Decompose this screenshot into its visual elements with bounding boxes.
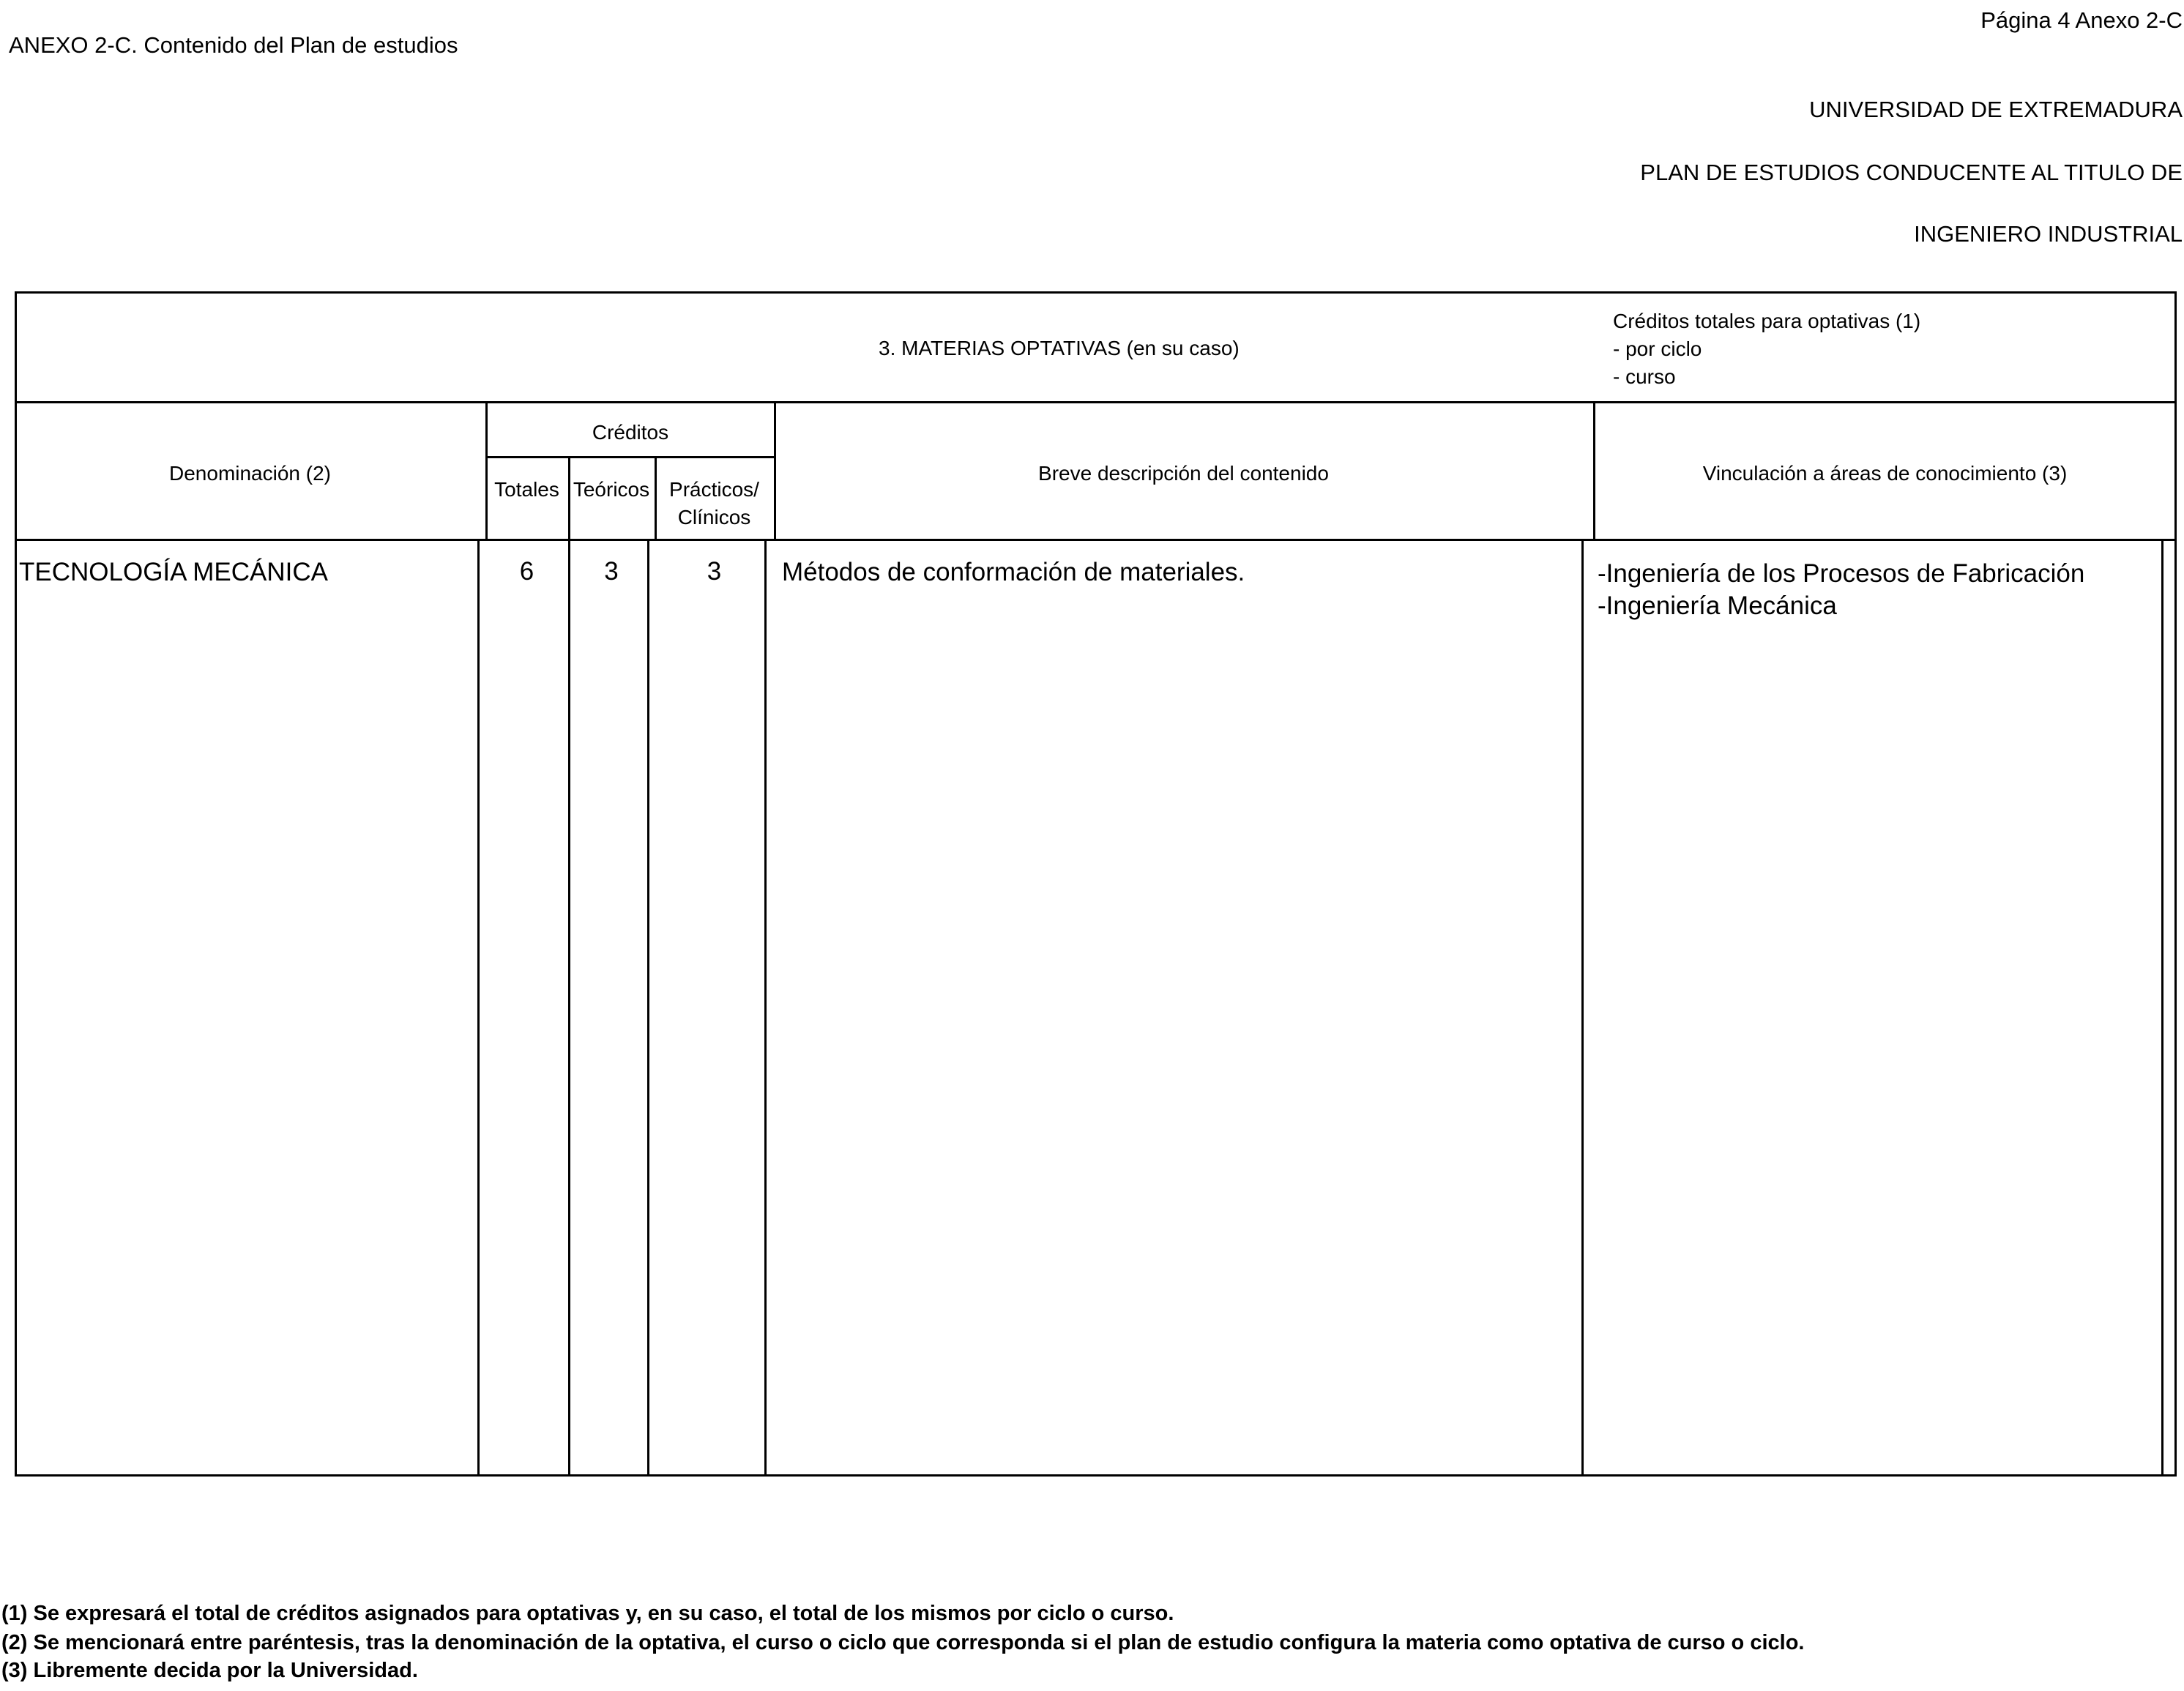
column-divider xyxy=(764,539,767,1477)
column-divider xyxy=(1581,539,1584,1477)
table-divider xyxy=(15,539,2177,541)
university-name: UNIVERSIDAD DE EXTREMADURA xyxy=(1809,97,2183,122)
footnote-3: (3) Libremente decida por la Universidad. xyxy=(1,1659,418,1682)
section-title: 3. MATERIAS OPTATIVAS (en su caso) xyxy=(879,337,1240,359)
table-divider xyxy=(15,401,2177,403)
credits-note-line: - por ciclo xyxy=(1613,337,1702,360)
header-descripcion: Breve descripción del contenido xyxy=(1038,462,1329,485)
column-divider xyxy=(2161,539,2163,1477)
column-divider xyxy=(568,539,570,1477)
row-denominacion: TECNOLOGÍA MECÁNICA xyxy=(19,558,329,586)
header-practicos-line: Clínicos xyxy=(677,506,751,529)
annex-title: ANEXO 2-C. Contenido del Plan de estudios xyxy=(9,32,458,58)
header-creditos: Créditos xyxy=(592,421,669,444)
header-practicos-line: Prácticos/ xyxy=(669,478,759,501)
plan-title: PLAN DE ESTUDIOS CONDUCENTE AL TITULO DE xyxy=(1640,160,2183,185)
header-vinculacion: Vinculación a áreas de conocimiento (3) xyxy=(1702,462,2068,485)
row-vinculacion-line: -Ingeniería Mecánica xyxy=(1598,591,1837,620)
degree-title: INGENIERO INDUSTRIAL xyxy=(1914,221,2183,247)
footnote-1: (1) Se expresará el total de créditos asignados para optativas y, en su caso, el total de los mismos por ciclo o curso. xyxy=(1,1602,1174,1625)
column-divider xyxy=(647,539,649,1477)
header-totales: Totales xyxy=(494,478,559,501)
row-totales: 6 xyxy=(519,557,534,586)
header-practicos xyxy=(655,476,774,531)
header-denominacion: Denominación (2) xyxy=(169,462,331,485)
credits-divider xyxy=(485,456,775,458)
credits-note-line: Créditos totales para optativas (1) xyxy=(1613,310,1921,332)
footnote-2: (2) Se mencionará entre paréntesis, tras la denominación de la optativa, el curso o ciclo que corresponda si el plan de estudio configura la materia como optativa de curso o ciclo. xyxy=(1,1631,1805,1654)
header-teoricos: Teóricos xyxy=(573,478,650,501)
page-number: Página 4 Anexo 2-C xyxy=(1980,7,2183,33)
row-vinculacion xyxy=(1598,558,2084,622)
row-practicos: 3 xyxy=(707,557,722,586)
row-descripcion: Métodos de conformación de materiales. xyxy=(782,558,1245,586)
credits-note xyxy=(1613,307,1920,391)
row-teoricos: 3 xyxy=(604,557,619,586)
row-vinculacion-line: -Ingeniería de los Procesos de Fabricación xyxy=(1598,559,2085,588)
credits-note-line: - curso xyxy=(1613,365,1676,388)
column-divider xyxy=(477,539,480,1477)
